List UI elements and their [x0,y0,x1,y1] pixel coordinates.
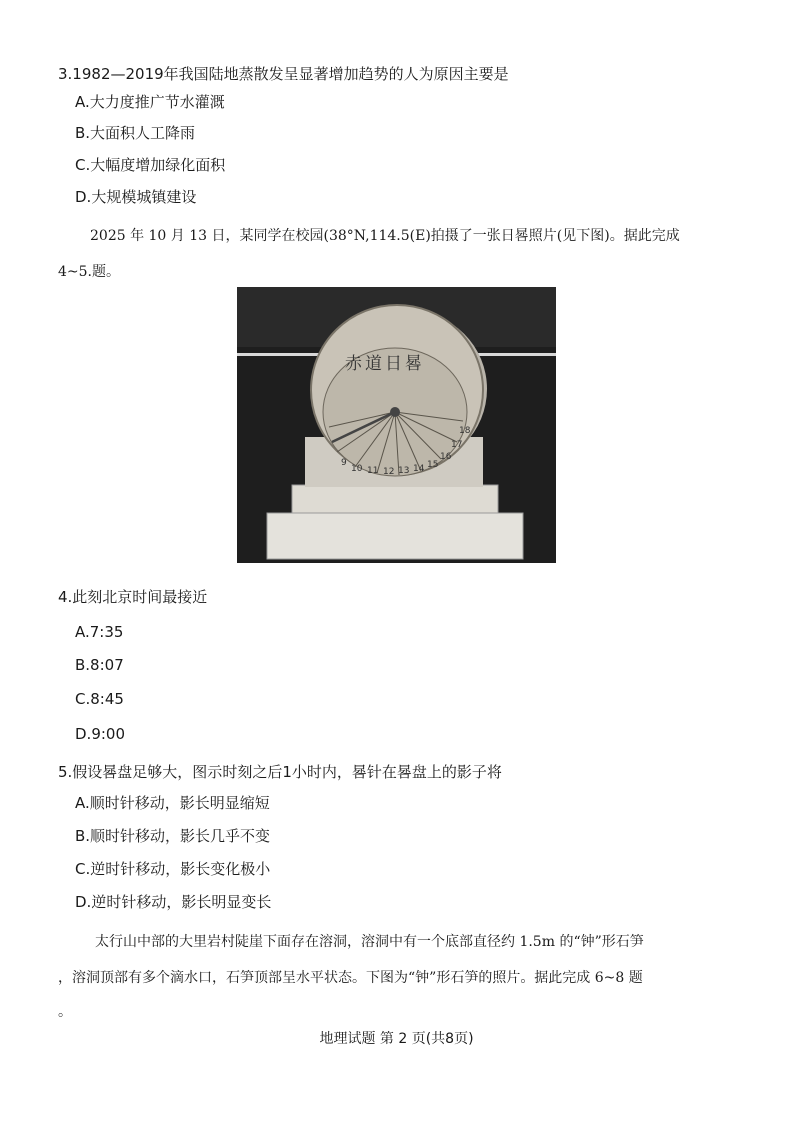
page-footer: 地理试题 第 2 页(共8页) [319,1031,474,1047]
hour-mark: 15 [427,460,439,470]
q5-option-c: C.逆时针移动，影长变化极小 [75,860,271,878]
gnomon [390,407,400,417]
q3-option-a: A.大力度推广节水灌溉 [75,93,225,111]
sundial-illustration [237,287,556,563]
q4-option-b: B.8:07 [75,656,124,674]
hour-mark: 18 [459,426,471,436]
intro-6-8-line2: ，溶洞顶部有多个滴水口，石笋顶部呈水平状态。下图为“钟”形石笋的照片。据此完成 6~8 题 [58,970,643,986]
intro-4-5-line1: 2025 年 10 月 13 日，某同学在校园(38°N,114.5(E)拍摄了一张日晷照片(见下图)。据此完成 [90,228,680,244]
q4-option-a: A.7:35 [75,623,124,641]
q3-option-b: B.大面积人工降雨 [75,124,196,142]
hour-mark: 11 [367,466,379,476]
intro-6-8-line3: 。 [58,1004,72,1020]
q5-option-d: D.逆时针移动，影长明显变长 [75,893,272,911]
dial-title: 赤道日晷 [345,354,425,374]
hour-mark: 9 [341,458,347,468]
q4-option-c: C.8:45 [75,690,124,708]
hour-mark: 13 [398,466,410,476]
intro-4-5-line2: 4~5.题。 [58,264,120,280]
q3-stem: 3.1982—2019年我国陆地蒸散发呈显著增加趋势的人为原因主要是 [58,65,509,83]
hour-mark: 17 [451,440,463,450]
q4-option-d: D.9:00 [75,725,126,743]
hour-mark: 12 [383,467,395,477]
hour-mark: 10 [351,464,363,474]
hour-mark: 16 [440,452,452,462]
q5-option-b: B.顺时针移动，影长几乎不变 [75,827,271,845]
q5-option-a: A.顺时针移动，影长明显缩短 [75,794,270,812]
q4-stem: 4.此刻北京时间最接近 [58,588,208,606]
q3-option-c: C.大幅度增加绿化面积 [75,156,226,174]
sundial-photo [237,287,556,563]
q3-option-d: D.大规模城镇建设 [75,188,197,206]
q5-stem: 5.假设晷盘足够大，图示时刻之后1小时内，晷针在晷盘上的影子将 [58,763,502,781]
hour-mark: 14 [413,464,425,474]
intro-6-8-line1: 太行山中部的大里岩村陡崖下面存在溶洞，溶洞中有一个底部直径约 1.5m 的“钟”形石笋 [95,934,644,950]
